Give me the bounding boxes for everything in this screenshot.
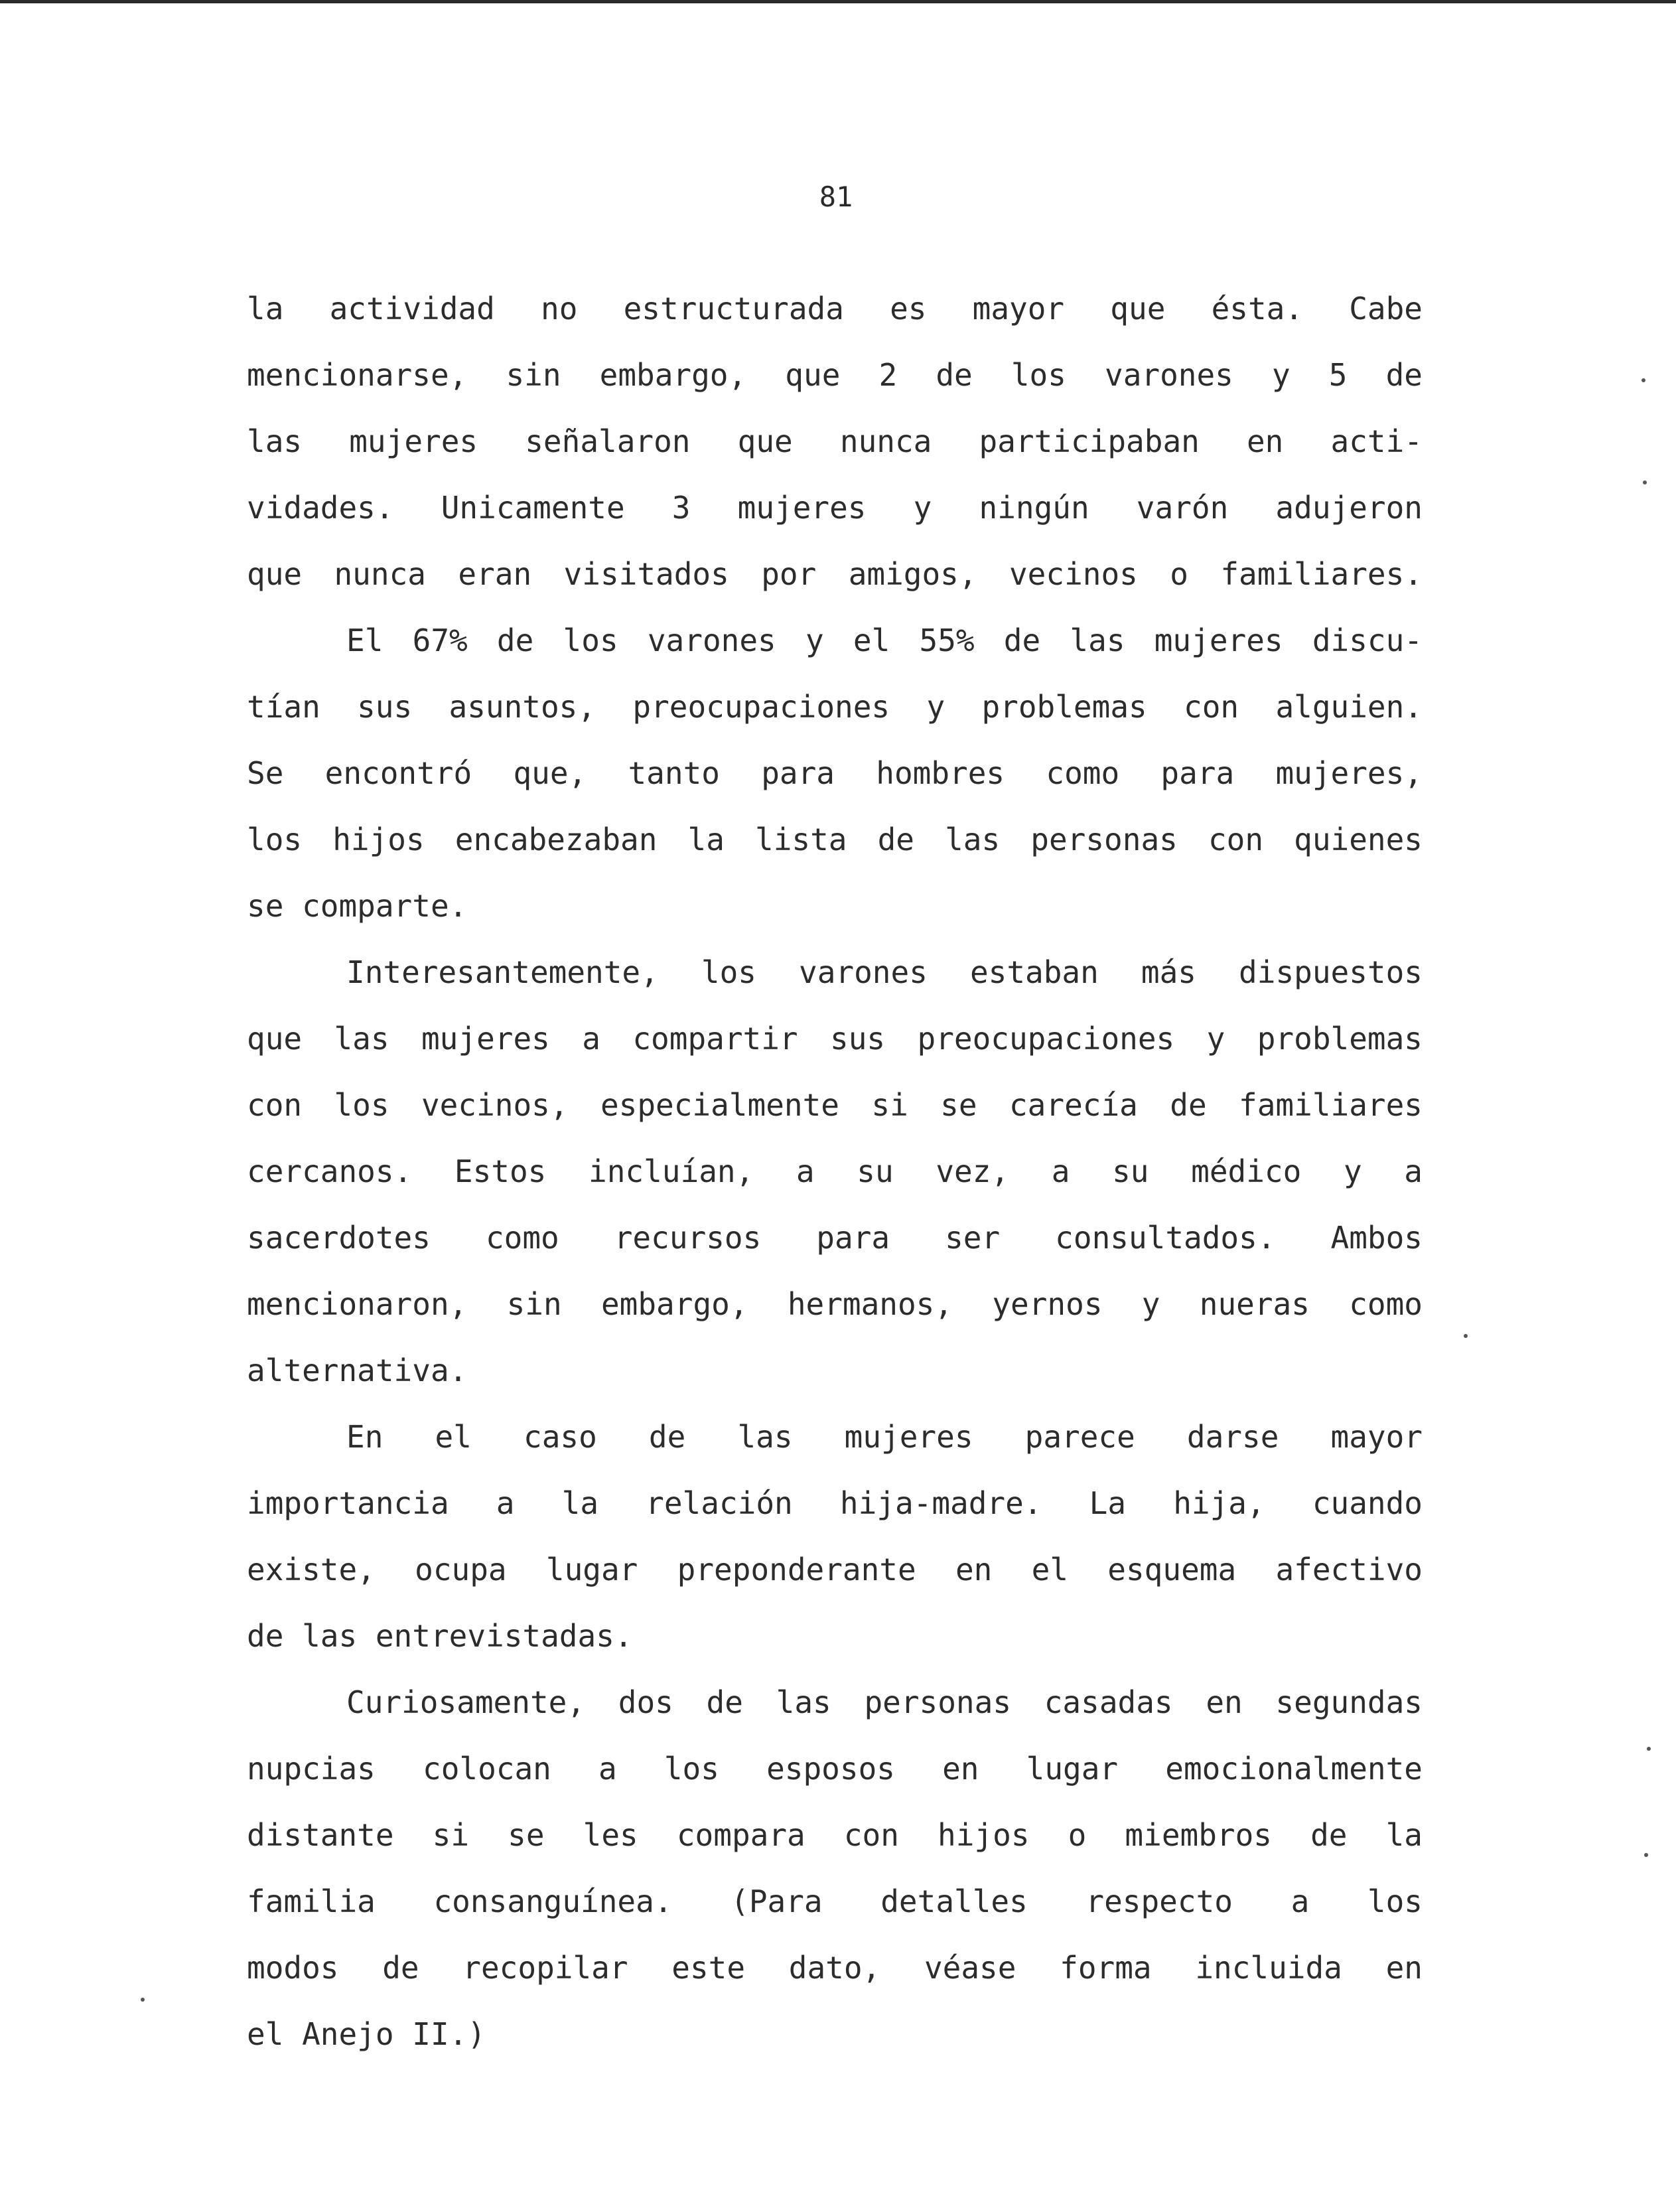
text-line: de las entrevistadas. — [247, 1618, 633, 1654]
scan-speck — [1641, 378, 1645, 382]
scan-speck — [1464, 1334, 1468, 1338]
text-line: En el caso de las mujeres parece darse mayor — [346, 1419, 1423, 1455]
scan-speck — [141, 1998, 145, 2002]
body-text — [247, 275, 1423, 2067]
text-line: distante si se les compara con hijos o miembros de la — [247, 1817, 1423, 1853]
scan-speck — [1643, 480, 1647, 484]
text-line: Interesantemente, los varones estaban más dispuestos — [346, 954, 1423, 990]
text-line: que las mujeres a compartir sus preocupaciones y problemas — [247, 1021, 1423, 1057]
text-line: se comparte. — [247, 888, 468, 924]
paragraph — [247, 607, 1423, 939]
text-line: nupcias colocan a los esposos en lugar emocionalmente — [247, 1751, 1423, 1787]
text-line: mencionarse, sin embargo, que 2 de los varones y 5 de — [247, 357, 1423, 393]
text-line: vidades. Unicamente 3 mujeres y ningún varón adujeron — [247, 490, 1423, 526]
text-line: tían sus asuntos, preocupaciones y problemas con alguien. — [247, 689, 1423, 725]
text-line: que nunca eran visitados por amigos, vecinos o familiares. — [247, 556, 1423, 592]
text-line: la actividad no estructurada es mayor que ésta. Cabe — [247, 291, 1423, 327]
text-line: Se encontró que, tanto para hombres como para mujeres, — [247, 755, 1423, 791]
text-line: el Anejo II.) — [247, 2016, 486, 2052]
paragraph — [247, 1404, 1423, 1669]
text-line: familia consanguínea. (Para detalles respecto a los — [247, 1883, 1423, 1919]
paragraph — [247, 1669, 1423, 2067]
text-line: mencionaron, sin embargo, hermanos, yernos y nueras como — [247, 1286, 1423, 1322]
text-line: alternativa. — [247, 1353, 468, 1388]
text-line: los hijos encabezaban la lista de las personas con quienes — [247, 822, 1423, 857]
paragraph — [247, 939, 1423, 1404]
page-number: 81 — [819, 181, 853, 213]
page-top-edge — [0, 0, 1676, 3]
scan-speck — [1644, 1853, 1648, 1857]
text-line: modos de recopilar este dato, véase forma incluida en — [247, 1950, 1423, 1986]
text-line: Curiosamente, dos de las personas casadas en segundas — [346, 1684, 1423, 1720]
paragraph — [247, 275, 1423, 607]
text-line: cercanos. Estos incluían, a su vez, a su médico y a — [247, 1153, 1423, 1189]
scan-speck — [1647, 1747, 1651, 1751]
text-line: con los vecinos, especialmente si se carecía de familiares — [247, 1087, 1423, 1123]
text-line: El 67% de los varones y el 55% de las mujeres discu- — [346, 623, 1423, 658]
text-line: las mujeres señalaron que nunca participaban en acti- — [247, 423, 1423, 459]
text-line: sacerdotes como recursos para ser consultados. Ambos — [247, 1220, 1423, 1256]
text-line: importancia a la relación hija-madre. La hija, cuando — [247, 1485, 1423, 1521]
text-line: existe, ocupa lugar preponderante en el esquema afectivo — [247, 1552, 1423, 1587]
